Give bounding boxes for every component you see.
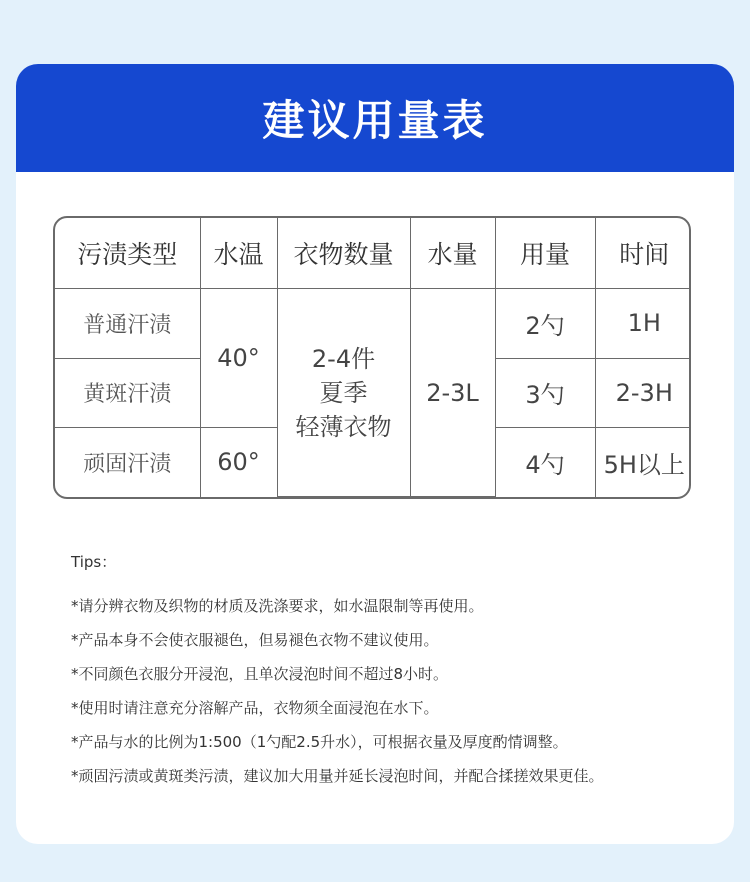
dosage-cell: 3勺 bbox=[495, 358, 595, 428]
table-header-row bbox=[55, 218, 691, 289]
header-clothes-amount: 衣物数量 bbox=[277, 218, 410, 289]
tip-line: *产品与水的比例为1:500（1勺配2.5升水），可根据衣量及厚度酌情调整。 bbox=[71, 733, 568, 751]
header-water-temp: 水温 bbox=[200, 218, 277, 289]
tip-line: *请分辨衣物及织物的材质及洗涤要求，如水温限制等再使用。 bbox=[71, 597, 484, 615]
stain-type-cell: 普通汗渍 bbox=[55, 289, 200, 359]
tip-line: *顽固污渍或黄斑类污渍，建议加大用量并延长浸泡时间，并配合揉搓效果更佳。 bbox=[71, 767, 604, 785]
dosage-card bbox=[16, 64, 734, 844]
time-cell: 1H bbox=[595, 289, 691, 359]
water-temp-cell: 40° bbox=[200, 289, 277, 428]
stain-type-cell: 顽固汗渍 bbox=[55, 428, 200, 497]
header-stain-type: 污渍类型 bbox=[55, 218, 200, 289]
tips-section bbox=[71, 551, 711, 793]
header-water-amount: 水量 bbox=[410, 218, 495, 289]
tip-line: *不同颜色衣服分开浸泡，且单次浸泡时间不超过8小时。 bbox=[71, 665, 449, 683]
tips-title: Tips： bbox=[71, 553, 117, 571]
header-time: 时间 bbox=[595, 218, 691, 289]
table-row bbox=[55, 289, 691, 359]
clothes-amount-line: 2-4件 bbox=[311, 344, 376, 373]
water-temp-cell: 60° bbox=[200, 428, 277, 497]
clothes-amount-cell bbox=[277, 289, 410, 497]
dosage-cell: 4勺 bbox=[495, 428, 595, 497]
time-cell: 5H以上 bbox=[595, 428, 691, 497]
clothes-type-line: 轻薄衣物 bbox=[295, 412, 392, 441]
clothes-season-line: 夏季 bbox=[319, 378, 368, 407]
page-title: 建议用量表 bbox=[262, 96, 488, 145]
stain-type-cell: 黄斑汗渍 bbox=[55, 358, 200, 428]
header-banner bbox=[16, 64, 734, 172]
water-amount-cell: 2-3L bbox=[410, 289, 495, 497]
tip-line: *产品本身不会使衣服褪色，但易褪色衣物不建议使用。 bbox=[71, 631, 439, 649]
time-cell: 2-3H bbox=[595, 358, 691, 428]
dosage-cell: 2勺 bbox=[495, 289, 595, 359]
header-dosage: 用量 bbox=[495, 218, 595, 289]
dosage-table bbox=[53, 216, 691, 499]
tip-line: *使用时请注意充分溶解产品，衣物须全面浸泡在水下。 bbox=[71, 699, 439, 717]
